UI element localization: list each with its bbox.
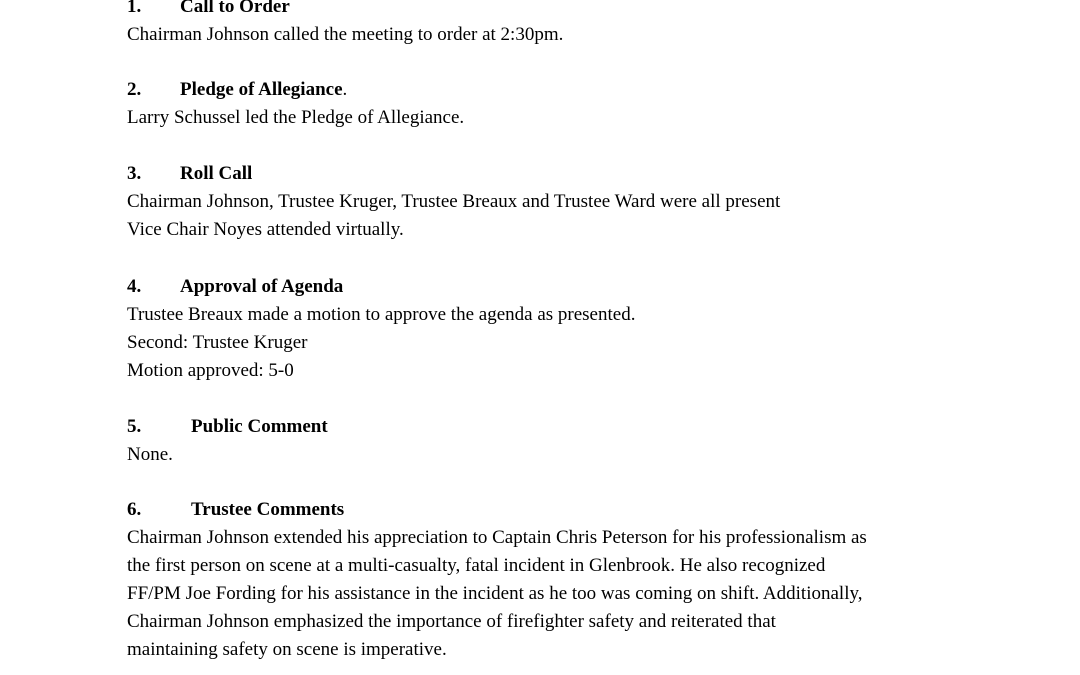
item-text-line: Chairman Johnson called the meeting to order at 2:30pm.	[127, 24, 564, 45]
item-heading	[127, 496, 1007, 524]
item-number: 1.	[127, 0, 142, 17]
agenda-item-roll-call	[127, 160, 1007, 244]
item-title: Public Comment	[191, 416, 328, 437]
agenda-item-pledge-of-allegiance	[127, 76, 1007, 132]
item-text-line: Larry Schussel led the Pledge of Allegiance.	[127, 107, 465, 128]
item-title: Roll Call	[180, 163, 253, 184]
item-text-line: the first person on scene at a multi-casualty, fatal incident in Glenbrook. He also recognized	[127, 555, 826, 576]
item-text-line: Second: Trustee Kruger	[127, 332, 308, 353]
item-text-line: Trustee Breaux made a motion to approve the agenda as presented.	[127, 304, 636, 325]
item-text-line: FF/PM Joe Fording for his assistance in the incident as he too was coming on shift. Additionally,	[127, 583, 863, 604]
agenda-item-trustee-comments	[127, 496, 1007, 664]
agenda-item-approval-of-agenda	[127, 273, 1007, 385]
item-text-line: Motion approved: 5-0	[127, 360, 294, 381]
item-heading	[127, 413, 1007, 441]
item-heading	[127, 76, 1007, 104]
item-text-line: maintaining safety on scene is imperative.	[127, 639, 447, 660]
item-title: Approval of Agenda	[180, 276, 344, 297]
item-number: 6.	[127, 499, 142, 520]
item-title: Call to Order	[180, 0, 290, 17]
item-heading	[127, 160, 1007, 188]
item-title: Trustee Comments	[191, 499, 345, 520]
item-text-line: Vice Chair Noyes attended virtually.	[127, 219, 404, 240]
item-text-line: Chairman Johnson, Trustee Kruger, Trustee Breaux and Trustee Ward were all present	[127, 191, 781, 212]
agenda-item-call-to-order	[127, 0, 1007, 49]
agenda-item-public-comment	[127, 413, 1007, 469]
item-number: 4.	[127, 276, 142, 297]
item-number: 3.	[127, 163, 142, 184]
item-text-line: Chairman Johnson extended his appreciation to Captain Chris Peterson for his professionalism as	[127, 527, 867, 548]
item-title: Pledge of Allegiance.	[180, 79, 348, 100]
item-number: 5.	[127, 416, 142, 437]
item-heading	[127, 0, 1007, 21]
item-number: 2.	[127, 79, 142, 100]
item-text-line: None.	[127, 444, 173, 465]
item-heading	[127, 273, 1007, 301]
item-text-line: Chairman Johnson emphasized the importance of firefighter safety and reiterated that	[127, 611, 776, 632]
